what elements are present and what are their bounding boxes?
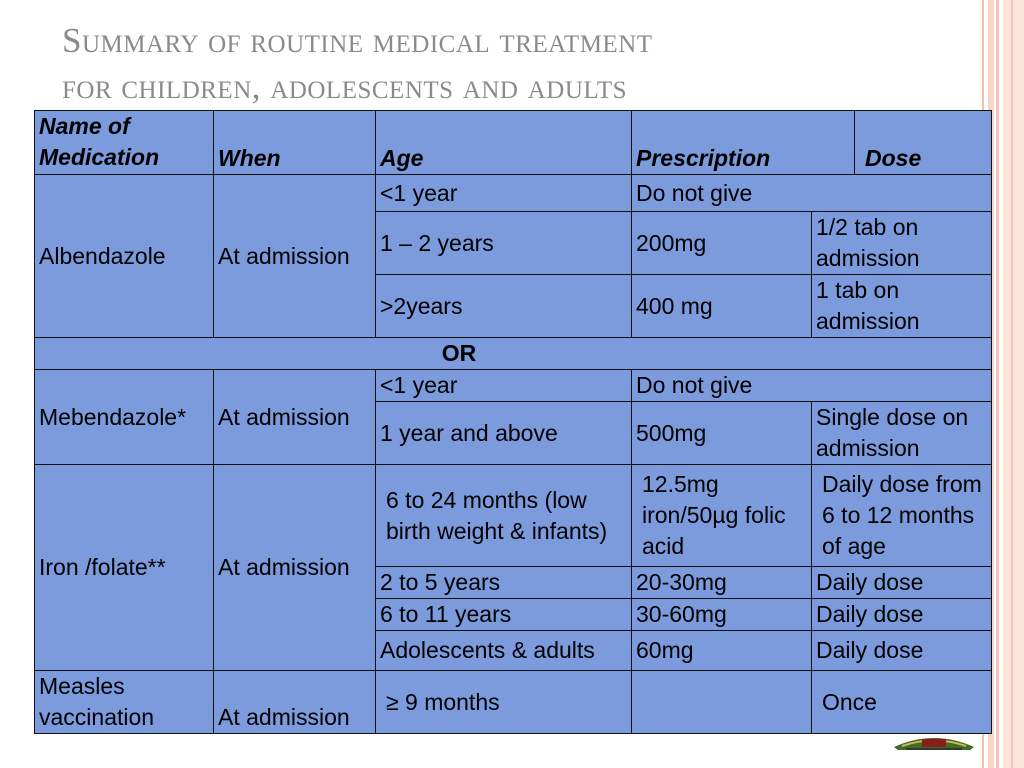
albendazole-name: Albendazole	[35, 175, 214, 338]
decorative-border	[1011, 0, 1013, 768]
cell-age: <1 year	[376, 370, 632, 402]
cell-prescription: 500mg	[632, 402, 812, 465]
cell-dose: 1/2 tab on admission	[812, 212, 992, 275]
cell-dose: Daily dose from 6 to 12 months of age	[812, 465, 992, 567]
cell-age: 6 to 11 years	[376, 599, 632, 631]
cell-prescription	[632, 671, 812, 734]
cell-age: >2years	[376, 275, 632, 338]
iron-name: Iron /folate**	[35, 465, 214, 671]
iron-when: At admission	[214, 465, 376, 671]
measles-when: At admission	[214, 671, 376, 734]
title-line-2: for children, adolescents and adults	[62, 67, 628, 106]
header-prescription: Prescription	[632, 111, 855, 175]
mebendazole-name: Mebendazole*	[35, 370, 214, 465]
cell-dose: Once	[812, 671, 992, 734]
or-divider	[35, 338, 992, 370]
header-name: Name of Medication	[35, 111, 214, 175]
cell-dose: Daily dose	[812, 631, 992, 671]
table-row	[35, 175, 992, 212]
table-row	[35, 671, 992, 734]
measles-name: Measles vaccination	[35, 671, 214, 734]
or-label: OR	[441, 340, 477, 366]
table-row	[35, 370, 992, 402]
or-row	[35, 338, 992, 370]
header-dose: Dose	[855, 111, 992, 175]
cell-age: 1 – 2 years	[376, 212, 632, 275]
albendazole-when: At admission	[214, 175, 376, 338]
decorative-border	[996, 0, 999, 768]
treatment-table	[34, 110, 992, 734]
title-line-1: Summary of routine medical treatment	[62, 21, 653, 60]
cell-dose: Daily dose	[812, 599, 992, 631]
cell-age: ≥ 9 months	[376, 671, 632, 734]
logo-seal-icon	[892, 733, 976, 750]
cell-prescription: 20-30mg	[632, 567, 812, 599]
cell-prescription: 60mg	[632, 631, 812, 671]
mebendazole-when: At admission	[214, 370, 376, 465]
cell-dose: 1 tab on admission	[812, 275, 992, 338]
slide-title	[62, 18, 962, 110]
cell-age: 1 year and above	[376, 402, 632, 465]
cell-prescription: Do not give	[632, 370, 992, 402]
cell-dose: Daily dose	[812, 567, 992, 599]
cell-age: 6 to 24 months (low birth weight & infants)	[376, 465, 632, 567]
cell-dose: Single dose on admission	[812, 402, 992, 465]
cell-age: Adolescents & adults	[376, 631, 632, 671]
cell-prescription: 200mg	[632, 212, 812, 275]
decorative-border	[1003, 0, 1024, 768]
cell-prescription: 400 mg	[632, 275, 812, 338]
table-header-row	[35, 111, 992, 175]
cell-age: 2 to 5 years	[376, 567, 632, 599]
cell-prescription: 12.5mg iron/50µg folic acid	[632, 465, 812, 567]
cell-prescription: Do not give	[632, 175, 992, 212]
header-when: When	[214, 111, 376, 175]
header-age: Age	[376, 111, 632, 175]
cell-age: <1 year	[376, 175, 632, 212]
cell-prescription: 30-60mg	[632, 599, 812, 631]
table-row	[35, 465, 992, 567]
